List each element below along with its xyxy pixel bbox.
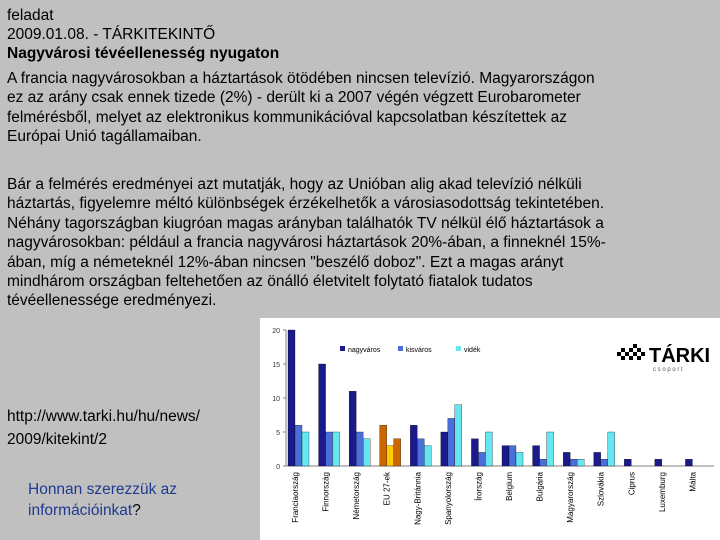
bar [624,459,631,466]
bar [424,446,431,466]
paragraph-2 [7,175,606,311]
paragraph-line: mindhárom országban feltehetően az önálló életvitelt folytató fiatalok tudatos [7,273,533,291]
info-question-link[interactable] [28,479,177,521]
x-tick-label: Nagy-Británnia [413,472,423,525]
bar [478,452,485,466]
source-url-line[interactable]: 2009/kitekint/2 [7,431,107,448]
paragraph-line: ában, míg a németeknél 12%-ában nincsen "beszélő doboz". Ezt a magas arányt [7,253,564,271]
y-tick-label: 0 [276,464,280,471]
x-tick-label: Málta [688,472,698,492]
legend-label: nagyváros [348,347,381,354]
bar [295,425,302,466]
bar [577,459,584,466]
x-tick-label: Finnország [321,472,331,512]
legend-swatch [398,346,403,351]
paragraph-line: felmérésből, melyet az elektronikus kommunikációval kapcsolatban készítettek az [7,108,567,126]
tarki-logo [617,336,717,374]
bar [471,439,478,466]
x-tick-label: Írország [474,472,484,501]
x-tick-label: EU 27-ek [382,472,392,506]
question-line[interactable]: Honnan szerezzük az [28,481,178,498]
bar [685,459,692,466]
question-link-text[interactable]: információinkat [28,502,133,519]
paragraph-line: Európai Unió tagállamaiban. [7,128,202,146]
bar [302,432,309,466]
tarki-logo-icon [617,336,717,374]
bar [570,459,577,466]
x-tick-label: Franciaország [291,472,300,523]
paragraph-line: tévéellenessége eredményezi. [7,292,217,310]
bar [448,418,455,466]
category-label: feladat [7,7,54,24]
x-tick-label: Luxemburg [657,472,667,513]
y-tick-label: 10 [272,396,280,403]
bar [380,425,387,466]
bar [349,391,356,466]
y-tick-label: 20 [272,328,280,335]
bar [387,446,394,466]
paragraph-line: Bár a felmérés eredményei azt mutatják, hogy az Unióban alig akad televízió nélküli [7,176,582,193]
article-title: Nagyvárosi tévéellenesség nyugaton [7,45,280,62]
source-url-line[interactable]: http://www.tarki.hu/hu/news/ [7,408,200,425]
bar [394,439,401,466]
bar [509,446,516,466]
x-tick-label: Németország [352,472,362,520]
bar [655,459,662,466]
source-url[interactable] [7,405,200,451]
legend-label: vidék [464,347,481,354]
bar [410,425,417,466]
logo-text: TÁRKI [649,345,711,367]
paragraph-line: ez az arány csak ennek tizede (2%) - derült ki a 2007 végén végzett Eurobarometer [7,89,581,107]
bar [485,432,492,466]
date-source-line: 2009.01.08. - TÁRKITEKINTŐ [7,26,216,43]
x-tick-label: Spanyolország [443,472,453,525]
bar [563,452,570,466]
bar [363,439,370,466]
paragraph-line: Néhány tagországban kiugróan magas arányban találhatók TV nélkül élő háztartások a [7,214,604,232]
bar [441,432,448,466]
bar [356,432,363,466]
legend-swatch [456,346,461,351]
y-tick-label: 5 [276,430,280,437]
question-mark: ? [132,502,141,519]
bar [417,439,424,466]
bar [547,432,554,466]
x-tick-label: Bulgária [535,472,545,502]
bar [288,330,295,466]
paragraph-line: nagyvárosokban: például a francia nagyvárosi háztartások 20%-ában, a finneknél 15%- [7,234,606,252]
bar [601,459,608,466]
x-tick-label: Ciprus [627,472,637,496]
x-tick-label: Belgium [505,472,514,501]
paragraph-line: A francia nagyvárosokban a háztartások ötödében nincsen televízió. Magyarországon [7,70,595,87]
bar [326,432,333,466]
paragraph-1 [7,69,595,147]
bar [608,432,615,466]
logo-subtext: c s o p o r t [653,367,683,373]
legend-swatch [340,346,345,351]
x-tick-label: Szlovákia [596,472,606,507]
bar [533,446,540,466]
question-line [28,500,177,521]
bar [333,432,340,466]
legend-label: kisváros [406,347,432,354]
bar [502,446,509,466]
bar [516,452,523,466]
bar [594,452,601,466]
y-tick-label: 15 [272,362,280,369]
x-tick-label: Magyarország [566,472,576,523]
paragraph-line: háztartás, figyelemre méltó különbségek érzékelhetők a városiasodottság tekintetében. [7,195,605,213]
bar [319,364,326,466]
bar [540,459,547,466]
bar [455,405,462,466]
